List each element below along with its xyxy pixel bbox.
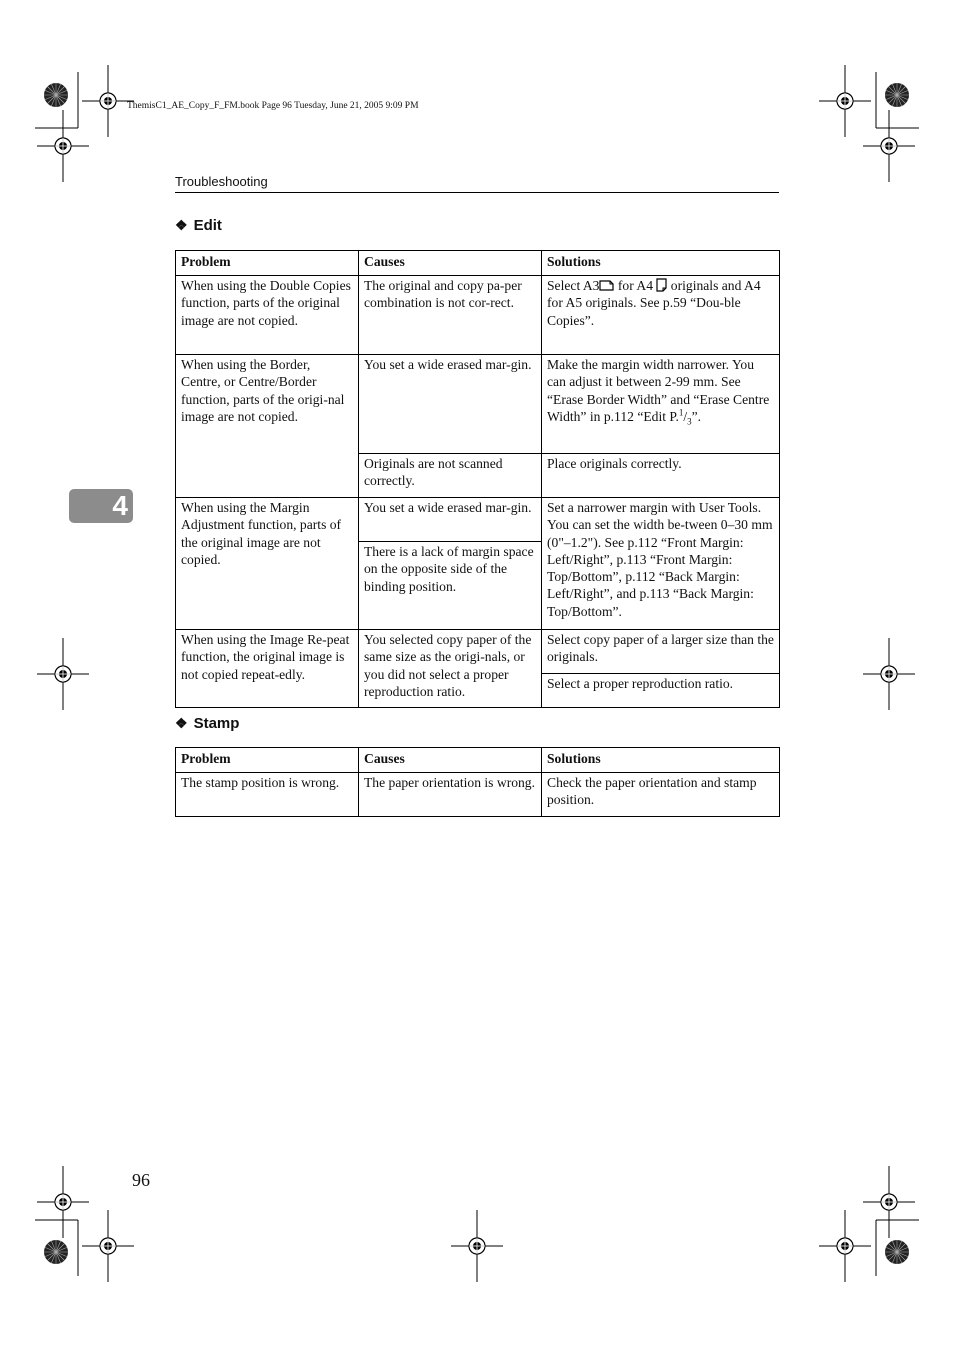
cause-cell: The paper orientation is wrong.	[359, 773, 542, 817]
fraction-slash: /	[683, 408, 688, 424]
header-causes: Causes	[359, 748, 542, 773]
edit-section-title	[175, 217, 222, 234]
table-row	[176, 276, 780, 355]
cause-cell: The original and copy pa-per combination is not cor-rect.	[359, 276, 542, 355]
solution-text: Select A3	[547, 278, 600, 293]
book-info: ThemisC1_AE_Copy_F_FM.book Page 96 Tuesday, June 21, 2005 9:09 PM	[127, 101, 419, 111]
stamp-title-text: Stamp	[193, 715, 240, 732]
header-causes: Causes	[359, 251, 542, 276]
stamp-table	[175, 747, 780, 817]
running-head: Troubleshooting	[175, 174, 268, 189]
page-number: 96	[132, 1170, 150, 1190]
cause-cell: You set a wide erased mar-gin.	[359, 498, 542, 542]
problem-cell: When using the Border, Centre, or Centre/Border function, parts of the origi-nal image are not copied.	[176, 355, 359, 498]
chapter-tab: 4	[69, 489, 133, 523]
header-problem: Problem	[176, 251, 359, 276]
cause-cell: Originals are not scanned correctly.	[359, 454, 542, 498]
edit-table	[175, 250, 780, 708]
fraction-denominator: 3	[687, 416, 692, 427]
problem-cell: The stamp position is wrong.	[176, 773, 359, 817]
solution-cell: Set a narrower margin with User Tools. You can set the width be-tween 0–30 mm (0"–1.2"). See p.112 “Front Margin: Left/Right”, p.113 “Front Margin: Top/Bottom”, p.112 “Back Margin: Left/Right”, and p.113 “Back Margin: Top/Bottom”.	[542, 498, 780, 630]
problem-cell: When using the Image Re-peat function, the original image is not copied repeat-edly.	[176, 630, 359, 708]
portrait-paper-icon	[656, 278, 667, 292]
header-problem: Problem	[176, 748, 359, 773]
cause-cell: You set a wide erased mar-gin.	[359, 355, 542, 454]
header-rule	[175, 192, 779, 193]
table-row	[176, 630, 780, 674]
fraction-numerator: 1	[678, 407, 684, 418]
solution-text: originals and A4 for A5 originals. See p.59 “Dou-ble Copies”.	[547, 278, 761, 328]
table-row	[176, 498, 780, 542]
landscape-paper-icon	[599, 279, 614, 291]
table-header-row	[176, 748, 780, 773]
table-row	[176, 355, 780, 454]
table-row	[176, 773, 780, 817]
cause-cell: There is a lack of margin space on the opposite side of the binding position.	[359, 542, 542, 630]
solution-cell: Place originals correctly.	[542, 454, 780, 498]
solution-cell	[542, 355, 780, 454]
solution-cell	[542, 276, 780, 355]
diamond-bullet-icon: ❖	[175, 715, 188, 731]
cause-cell: You selected copy paper of the same size as the origi-nals, or you did not select a proper reproduction ratio.	[359, 630, 542, 708]
edit-title-text: Edit	[193, 217, 222, 234]
header-solutions: Solutions	[542, 748, 780, 773]
problem-cell: When using the Double Copies function, parts of the original image are not copied.	[176, 276, 359, 355]
solution-text: ”.	[691, 408, 702, 424]
problem-cell: When using the Margin Adjustment function, parts of the original image are not copied.	[176, 498, 359, 630]
diamond-bullet-icon: ❖	[175, 217, 188, 233]
solution-text: Make the margin width narrower. You can adjust it between 2-99 mm. See “Erase Border Width” and “Erase Centre Width” in p.112 “Edit P.	[547, 357, 770, 424]
solution-cell: Select a proper reproduction ratio.	[542, 674, 780, 708]
table-header-row	[176, 251, 780, 276]
solution-cell: Select copy paper of a larger size than the originals.	[542, 630, 780, 674]
solution-cell: Check the paper orientation and stamp position.	[542, 773, 780, 817]
solution-text: for A4	[614, 278, 657, 293]
stamp-section-title	[175, 715, 239, 732]
header-solutions: Solutions	[542, 251, 780, 276]
